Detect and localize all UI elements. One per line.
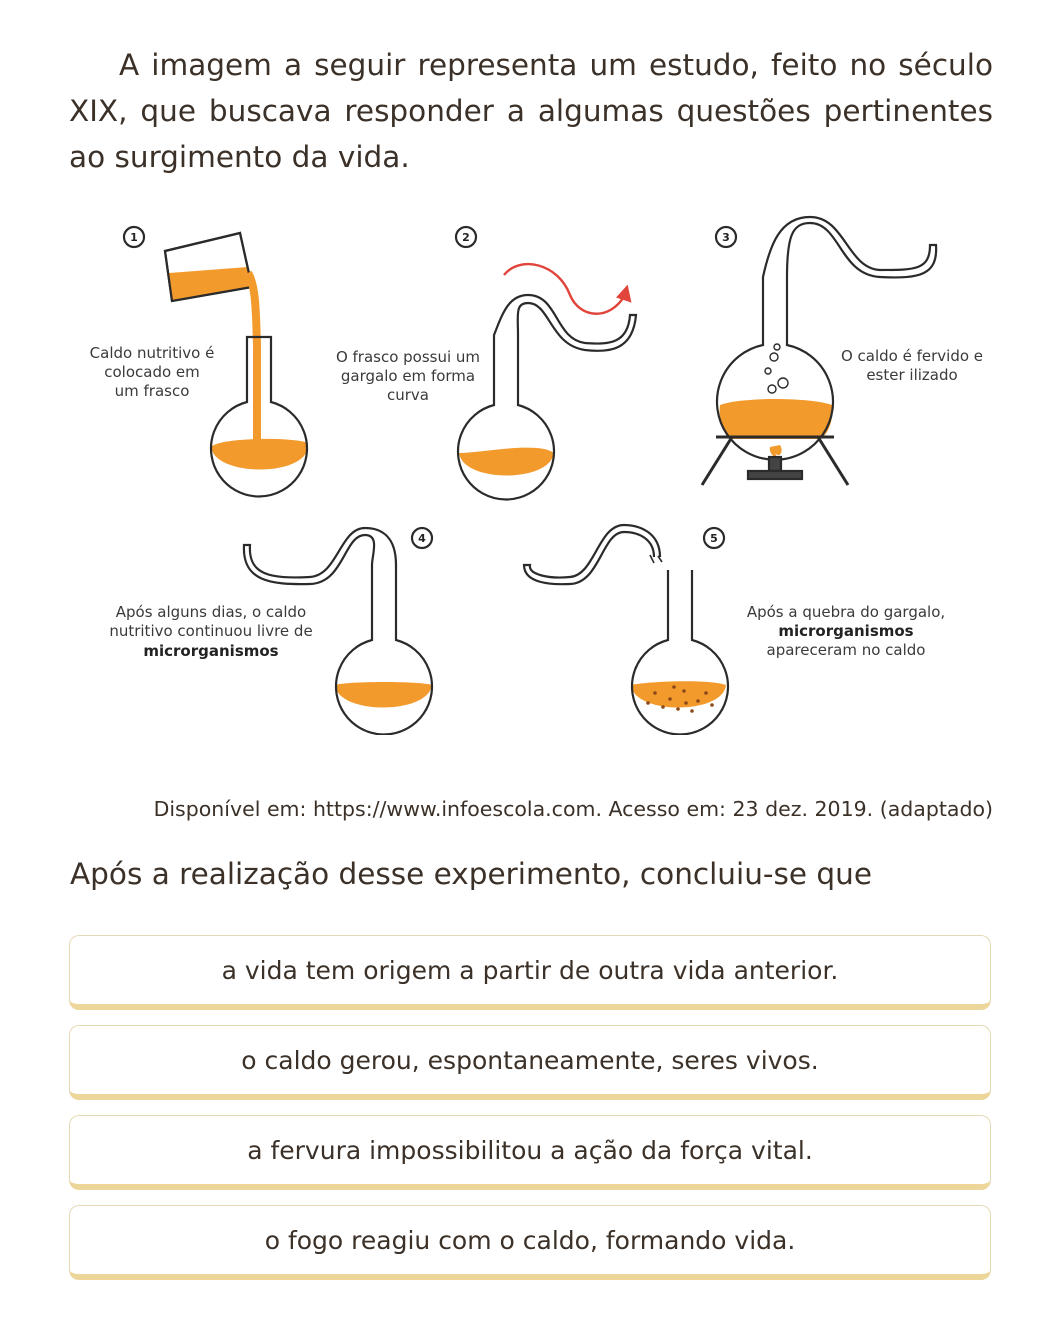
step2-number: 2: [462, 231, 470, 244]
pour-stream: [248, 273, 257, 450]
step2-illustration: [456, 227, 636, 499]
step4-caption-line2: nutritivo continuou livre de: [109, 622, 313, 640]
step3-number: 3: [722, 231, 730, 244]
step3-caption-line2: ester ilizado: [866, 366, 958, 384]
step1-caption-line2: colocado em: [104, 363, 200, 381]
bubble: [768, 385, 776, 393]
bubble: [765, 368, 771, 374]
answer-option-c[interactable]: [69, 1115, 991, 1190]
step5-number: 5: [710, 532, 718, 545]
arrow-head: [618, 287, 630, 301]
flask-3: [717, 217, 936, 460]
bubble: [774, 344, 780, 350]
experiment-figure: [80, 215, 1000, 735]
step2-caption-line2: gargalo em forma: [340, 367, 476, 385]
bubble: [778, 378, 788, 388]
intro-paragraph: A imagem a seguir representa um estudo, feito no século XIX, que buscava responder a algumas questões pertinentes ao surgimento da vida.: [69, 48, 993, 174]
step1-caption-line3: um frasco: [114, 382, 190, 400]
step2-caption-line3: curva: [387, 386, 429, 404]
step2-caption-line1: O frasco possui um: [335, 348, 481, 366]
answer-option-text: o caldo gerou, espontaneamente, seres vivos.: [241, 1045, 819, 1075]
air-flow-arrow: [504, 264, 625, 314]
step4-number: 4: [418, 532, 426, 545]
answer-option-a[interactable]: [69, 935, 991, 1010]
source-citation: Disponível em: https://www.infoescola.com. Acesso em: 23 dez. 2019. (adaptado): [153, 797, 993, 821]
step4-caption-line1: Após alguns dias, o caldo: [115, 603, 307, 621]
flask-5: [524, 525, 728, 734]
step4-caption-line3: microrganismos: [143, 642, 279, 660]
burner: [748, 445, 802, 479]
step5-caption-line3: apareceram no caldo: [766, 641, 926, 659]
step5-caption-line1: Após a quebra do gargalo,: [746, 603, 946, 621]
bubble: [770, 353, 778, 361]
beaker: [165, 233, 252, 301]
answer-option-text: a fervura impossibilitou a ação da força vital.: [247, 1135, 813, 1165]
step1-number: 1: [130, 231, 138, 244]
flame: [770, 445, 782, 457]
answer-option-text: o fogo reagiu com o caldo, formando vida.: [264, 1225, 796, 1255]
answer-option-text: a vida tem origem a partir de outra vida anterior.: [221, 955, 839, 985]
step1-caption-line1: Caldo nutritivo é: [89, 344, 215, 362]
flask-2: [458, 295, 636, 499]
experiment-diagram: [80, 215, 1000, 735]
step3-caption-line1: O caldo é fervido e: [840, 347, 984, 365]
answer-option-d[interactable]: [69, 1205, 991, 1280]
question-stem: Após a realização desse experimento, concluiu-se que: [70, 857, 873, 891]
answer-option-b[interactable]: [69, 1025, 991, 1100]
step5-caption-line2: microrganismos: [778, 622, 914, 640]
step5-illustration: [524, 525, 728, 734]
